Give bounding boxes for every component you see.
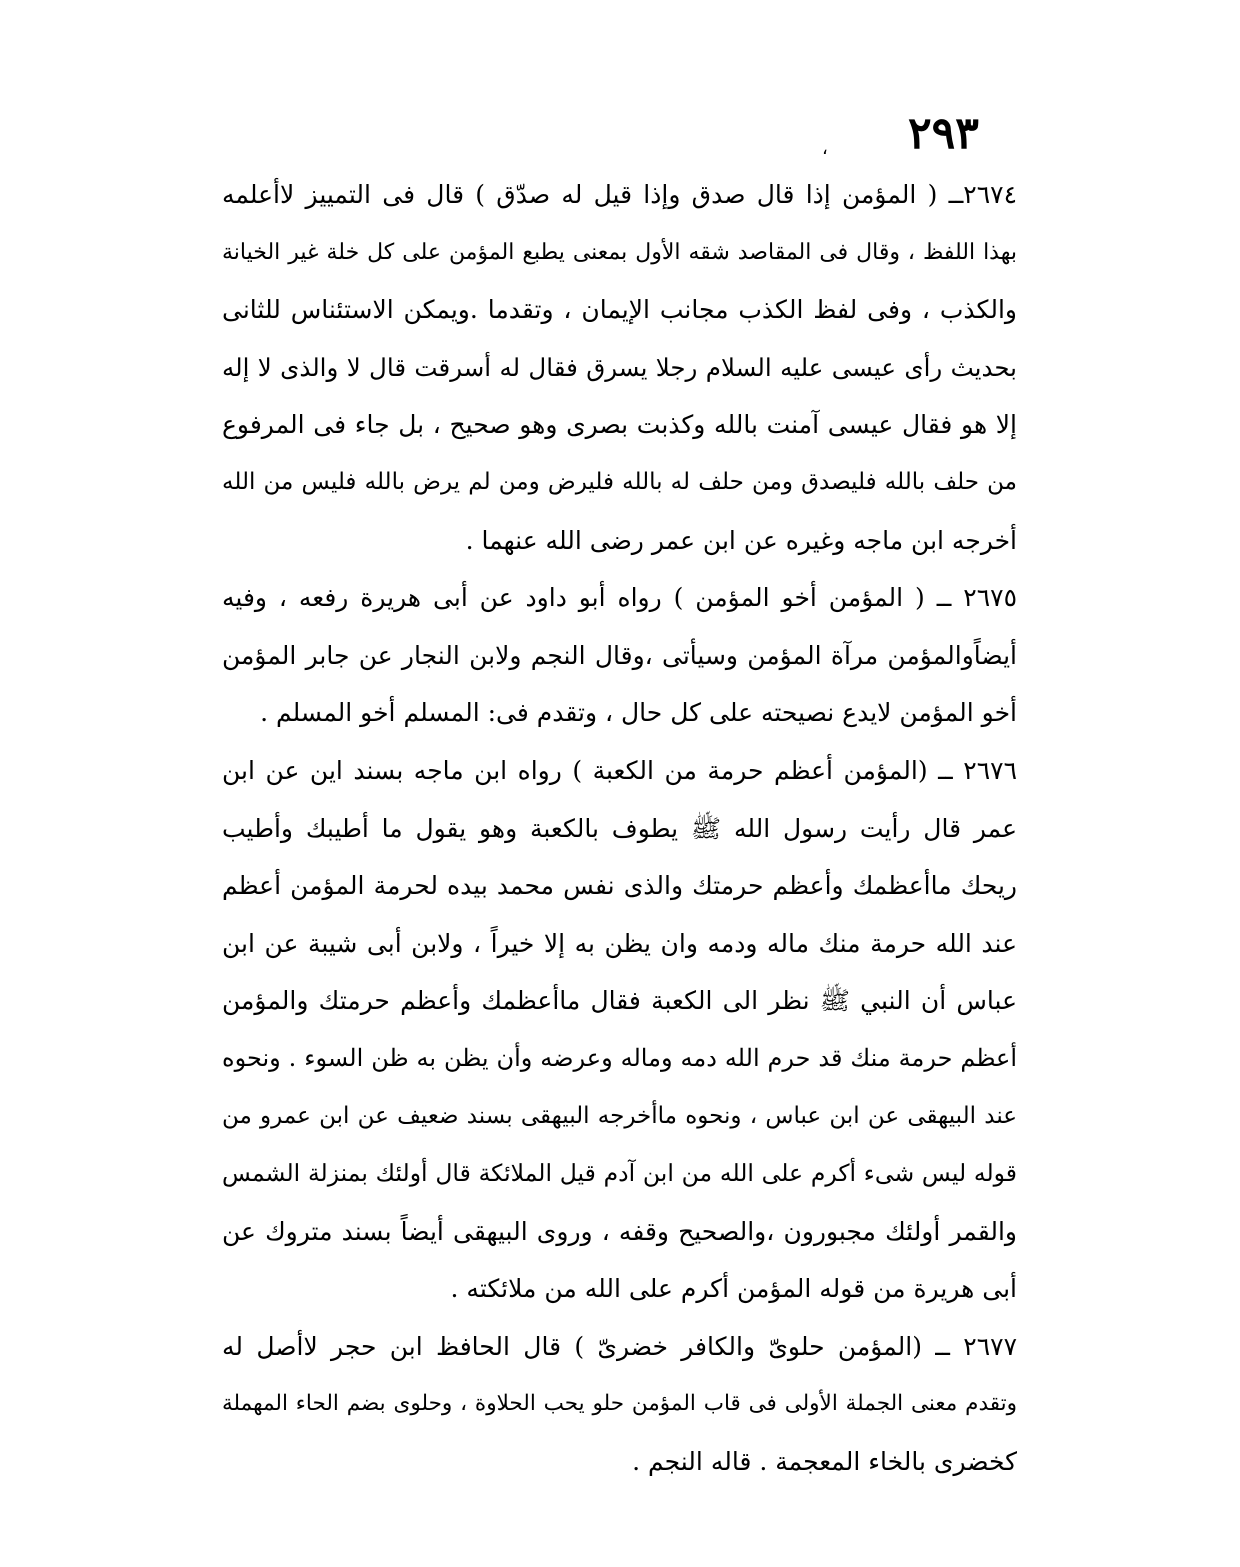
text-line: ريحك ماأعظمك وأعظم حرمتك والذى نفس محمد بيده لحرمة المؤمن أعظم bbox=[222, 871, 1017, 901]
text-line: والقمر أولئك مجبورون ،والصحيح وقفه ، وروى البيهقى أيضاً بسند متروك عن bbox=[222, 1216, 1017, 1246]
text-line: ٢٦٧٦ ــ (المؤمن أعظم حرمة من الكعبة ) رواه ابن ماجه بسند اين عن ابن bbox=[222, 755, 1017, 785]
text-line: أعظم حرمة منك قد حرم الله دمه وماله وعرضه وأن يظن به ظن السوء . ونحوه bbox=[222, 1043, 1017, 1072]
page-number: ٢٩٣ bbox=[908, 108, 979, 159]
text-line: وتقدم معنى الجملة الأولى فى قاب المؤمن حلو يحب الحلاوة ، وحلوى بضم الحاء المهملة bbox=[222, 1391, 1017, 1417]
text-line: عند الله حرمة منك ماله ودمه وان يظن به إلا خيراً ، ولابن أبى شيبة عن ابن bbox=[222, 928, 1017, 958]
text-line: عمر قال رأيت رسول الله ﷺ يطوف بالكعبة وهو يقول ما أطيبك وأطيب bbox=[222, 813, 1017, 843]
body-text bbox=[222, 166, 1017, 1491]
text-line: إلا هو فقال عيسى آمنت بالله وكذبت بصرى وهو صحيح ، بل جاء فى المرفوع bbox=[222, 410, 1017, 440]
text-line: أخرجه ابن ماجه وغيره عن ابن عمر رضى الله عنهما . bbox=[465, 525, 1017, 555]
text-line: أبى هريرة من قوله المؤمن أكرم على الله من ملائكته . bbox=[450, 1274, 1017, 1304]
text-line: قوله ليس شىء أكرم على الله من ابن آدم قيل الملائكة قال أولئك بمنزلة الشمس bbox=[222, 1159, 1017, 1188]
text-line: ٢٦٧٧ ــ (المؤمن حلوىّ والكافر خضرىّ ) قال الحافظ ابن حجر لاأصل له bbox=[222, 1331, 1017, 1361]
text-line: بحديث رأى عيسى عليه السلام رجلا يسرق فقال له أسرقت قال لا والذى لا إله bbox=[222, 352, 1017, 382]
text-line: عند البيهقى عن ابن عباس ، ونحوه ماأخرجه البيهقى بسند ضعيف عن ابن عمرو من bbox=[222, 1102, 1017, 1129]
text-line: أخو المؤمن لايدع نصيحته على كل حال ، وتقدم فى: المسلم أخو المسلم . bbox=[260, 698, 1017, 728]
text-line: بهذا اللفظ ، وقال فى المقاصد شقه الأول بمعنى يطبع المؤمن على كل خلة غير الخيانة bbox=[222, 239, 1017, 265]
text-line: ٢٦٧٤ــ ( المؤمن إذا قال صدق وإذا قيل له صدّق ) قال فى التمييز لاأعلمه bbox=[222, 180, 1017, 209]
text-line: من حلف بالله فليصدق ومن حلف له بالله فليرض ومن لم يرض بالله فليس من الله bbox=[222, 468, 1017, 495]
text-line: ٢٦٧٥ ــ ( المؤمن أخو المؤمن ) رواه أبو داود عن أبى هريرة رفعه ، وفيه bbox=[222, 583, 1017, 613]
stray-mark: ، bbox=[822, 138, 828, 159]
text-line: كخضرى بالخاء المعجمة . قاله النجم . bbox=[632, 1447, 1017, 1477]
text-line: أيضاًوالمؤمن مرآة المؤمن وسيأتى ،وقال النجم ولابن النجار عن جابر المؤمن bbox=[222, 640, 1017, 670]
text-line: والكذب ، وفى لفظ الكذب مجانب الإيمان ، وتقدما .ويمكن الاستئناس للثانى bbox=[222, 295, 1017, 325]
text-line: عباس أن النبي ﷺ نظر الى الكعبة فقال ماأعظمك وأعظم حرمتك والمؤمن bbox=[222, 986, 1017, 1016]
